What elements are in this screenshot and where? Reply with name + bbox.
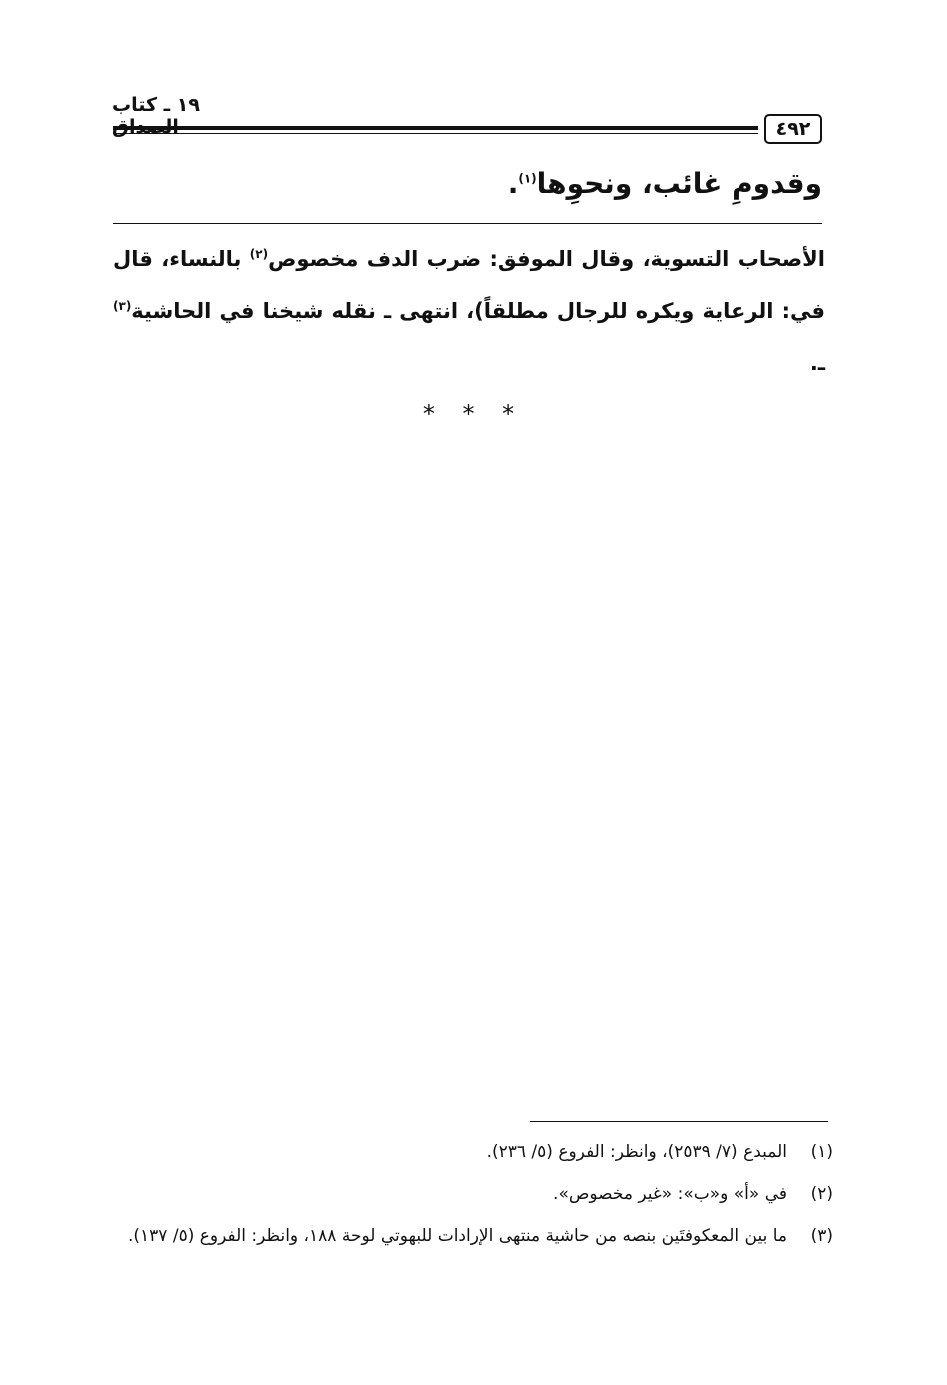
text-separator-rule	[113, 223, 822, 224]
footnote-number: (٣)	[810, 1226, 833, 1246]
footnote-item	[113, 1136, 833, 1168]
main-text-end: .	[507, 167, 519, 200]
footnote-marker-3: (٣)	[113, 299, 132, 313]
footnote-text: المبدع (٧/ ٢٥٣٩)، وانظر: الفروع (٥/ ٢٣٦).	[486, 1142, 787, 1162]
page-number: ٤٩٢	[775, 118, 811, 140]
commentary-paragraph	[113, 233, 825, 389]
footnote-number: (٢)	[810, 1184, 833, 1204]
footnote-number: (١)	[810, 1142, 833, 1162]
page-number-box	[764, 114, 822, 144]
commentary-part-3: ـ.	[809, 351, 825, 375]
footnotes	[113, 1136, 833, 1262]
commentary-part-1: الأصحاب التسوية، وقال الموفق: ضرب الدف مخصوص	[268, 247, 825, 271]
footnote-item	[113, 1178, 833, 1210]
section-separator-stars: * * *	[422, 400, 525, 428]
footnote-rule	[530, 1121, 828, 1122]
header-rule-thick	[113, 126, 758, 130]
main-text: وقدومِ غائب، ونحوِها	[536, 167, 822, 200]
running-header-title: ١٩ ـ كتاب	[112, 94, 200, 116]
footnote-text: ما بين المعكوفتَين بنصه من حاشية منتهى الإرادات للبهوتي لوحة ١٨٨، وانظر: الفروع (٥/ ١٣٧).	[128, 1226, 787, 1246]
main-text-line	[113, 167, 822, 200]
footnote-marker-1: (١)	[518, 171, 537, 186]
header-rule-thin	[113, 133, 758, 134]
footnote-item	[113, 1220, 833, 1252]
footnote-marker-2: (٢)	[249, 247, 269, 261]
commentary-part-2: بالنساء، قال في: الرعاية ويكره للرجال مطلقاً)، انتهى ـ نقله شيخنا في الحاشية	[113, 247, 825, 323]
footnote-text: في «أ» و«ب»: «غير مخصوص».	[553, 1184, 787, 1204]
